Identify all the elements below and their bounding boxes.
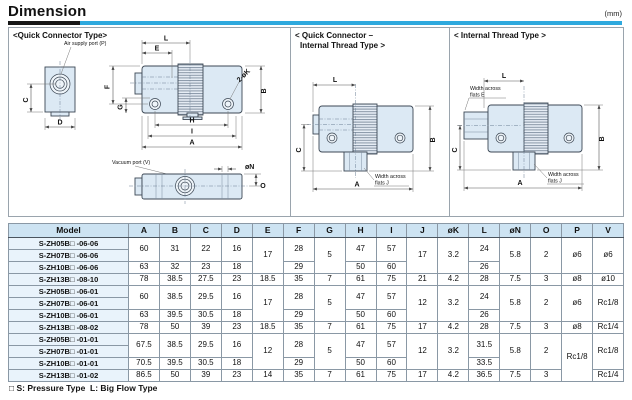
dim-cell: 38.5 [159, 334, 190, 358]
dim-cell: 60 [376, 310, 407, 322]
dim-cell: 26 [469, 262, 500, 274]
dim-cell: 12 [252, 334, 283, 370]
front-view [296, 77, 437, 192]
column-header-p: P [562, 224, 593, 238]
width-across-flats-e-label2: flats E [470, 92, 485, 99]
dim-cell: 3.2 [438, 286, 469, 322]
dim-label-d: D [57, 119, 63, 127]
dim-cell: 21 [407, 274, 438, 286]
model-cell: S-ZH07B□ -01-01 [9, 346, 129, 358]
dim-label-b: B [261, 88, 268, 94]
width-across-flats-e-label: Width across [470, 86, 501, 92]
table-row [9, 286, 624, 298]
dim-cell: 38.5 [159, 274, 190, 286]
table-row [9, 370, 624, 382]
dim-cell: 30.5 [190, 310, 221, 322]
dim-cell: 50 [159, 322, 190, 334]
dim-cell: 28 [469, 322, 500, 334]
dim-cell: 7.5 [500, 274, 531, 286]
width-across-flats-j-label: Width across [375, 174, 406, 180]
dim-cell: Rc1/4 [593, 370, 624, 382]
drawing-panels [8, 27, 624, 217]
dim-cell: 5.8 [500, 286, 531, 322]
dim-cell: 47 [345, 238, 376, 262]
dim-cell: 33.5 [469, 358, 500, 370]
dim-label-a: A [189, 139, 195, 147]
dim-label-e: E [154, 45, 160, 53]
dim-cell: 78 [129, 322, 160, 334]
dim-cell: 22 [190, 238, 221, 262]
dim-cell: 47 [345, 286, 376, 310]
dim-cell: 16 [221, 238, 252, 262]
dim-cell: 50 [159, 370, 190, 382]
title-rule-accent [8, 21, 80, 25]
front-view [452, 73, 606, 191]
dim-cell: 5 [314, 238, 345, 274]
dim-label-g: G [117, 104, 125, 110]
dim-cell: 28 [283, 238, 314, 262]
dim-cell: 18.5 [252, 274, 283, 286]
panel-title-line2: Internal Thread Type > [300, 40, 385, 50]
panel-title [291, 28, 449, 50]
dim-cell: 35 [283, 370, 314, 382]
dim-label-h: H [189, 117, 195, 125]
dim-cell: 50 [345, 262, 376, 274]
dim-cell: 29 [283, 262, 314, 274]
column-header-h: H [345, 224, 376, 238]
dim-cell: 5.8 [500, 334, 531, 370]
model-cell: S-ZH07B□ -06-01 [9, 298, 129, 310]
dim-label-o: O [260, 183, 266, 190]
dim-cell: 60 [129, 238, 160, 262]
dim-cell: 29.5 [190, 286, 221, 310]
dim-cell: 23 [221, 274, 252, 286]
column-header-b: B [159, 224, 190, 238]
panel-internal-thread [450, 27, 624, 217]
dim-cell: 31 [159, 238, 190, 262]
dim-cell: Rc1/8 [593, 334, 624, 370]
dim-cell: 29 [283, 310, 314, 322]
footnote: □ S: Pressure Type L: Big Flow Type [9, 383, 158, 393]
dim-cell: 17 [252, 286, 283, 322]
column-header-model: Model [9, 224, 129, 238]
column-header-g: G [314, 224, 345, 238]
dim-cell: ø8 [562, 274, 593, 286]
dim-cell: 3 [531, 322, 562, 334]
model-cell: S-ZH05B□ -01-01 [9, 334, 129, 346]
dim-cell: ø6 [562, 238, 593, 274]
dim-cell: 60 [376, 358, 407, 370]
model-cell: S-ZH13B□ -08-02 [9, 322, 129, 334]
dim-cell: 3.2 [438, 238, 469, 274]
dim-cell: 39 [190, 322, 221, 334]
dim-cell: 5 [314, 286, 345, 322]
dim-cell: 24 [469, 286, 500, 310]
dim-cell: 63 [129, 262, 160, 274]
dim-cell: 60 [129, 286, 160, 310]
width-across-flats-j-label2: flats J [375, 180, 389, 187]
dim-cell: 17 [407, 370, 438, 382]
internal-thread-drawing [450, 28, 622, 216]
dim-cell: 16 [221, 286, 252, 310]
dim-cell: 2 [531, 334, 562, 370]
model-cell: S-ZH13B□ -01-02 [9, 370, 129, 382]
dim-cell: 29 [283, 358, 314, 370]
dim-cell: 28 [283, 334, 314, 358]
dim-cell: 5 [314, 334, 345, 370]
dim-label-l: L [163, 35, 169, 43]
dim-cell: 18 [221, 262, 252, 274]
dim-cell: 18.5 [252, 322, 283, 334]
column-header-l: L [469, 224, 500, 238]
model-cell: S-ZH10B□ -01-01 [9, 358, 129, 370]
title-rule [8, 21, 622, 25]
dim-cell: 75 [376, 322, 407, 334]
dim-cell: 7.5 [500, 322, 531, 334]
column-header-f: F [283, 224, 314, 238]
dim-cell: 2 [531, 238, 562, 274]
panel-quick-connector-internal-thread [291, 27, 450, 217]
column-header-øn: øN [500, 224, 531, 238]
dim-cell: 7 [314, 370, 345, 382]
dim-cell: 14 [252, 370, 283, 382]
dimension-table [8, 223, 624, 382]
model-cell: S-ZH07B□ -06-06 [9, 250, 129, 262]
dim-cell: 35 [283, 274, 314, 286]
dim-cell: 23 [221, 370, 252, 382]
dim-cell: 28 [469, 274, 500, 286]
dim-cell: 35 [283, 322, 314, 334]
dim-cell: 75 [376, 370, 407, 382]
dim-cell: 31.5 [469, 334, 500, 358]
width-across-flats-j-label: Width across [548, 172, 579, 178]
header-row [9, 224, 624, 238]
panel-quick-connector [8, 27, 291, 217]
dim-cell: 38.5 [159, 286, 190, 310]
dim-cell: 7 [314, 322, 345, 334]
dim-cell: ø6 [562, 286, 593, 322]
panel-title-line1: < Quick Connector – [295, 31, 374, 40]
dim-cell: 78 [129, 274, 160, 286]
dim-cell: 4.2 [438, 274, 469, 286]
dim-cell: 60 [376, 262, 407, 274]
column-header-c: C [190, 224, 221, 238]
dim-cell: 17 [252, 238, 283, 274]
dim-cell: 39.5 [159, 310, 190, 322]
dim-cell: 75 [376, 274, 407, 286]
quick-connector-internal-thread-drawing [291, 28, 448, 216]
end-view [23, 41, 107, 130]
dim-cell: 39 [190, 370, 221, 382]
dim-label-b: B [430, 137, 437, 143]
dim-cell: 67.5 [129, 334, 160, 358]
dim-label-a: A [517, 180, 523, 187]
bottom-view [112, 160, 266, 204]
dim-cell: 50 [345, 310, 376, 322]
dim-cell: 4.2 [438, 322, 469, 334]
dim-cell: 26 [469, 310, 500, 322]
column-header-a: A [129, 224, 160, 238]
dim-cell: 18 [221, 358, 252, 370]
dim-label-a: A [354, 181, 360, 189]
model-cell: S-ZH05B□ -06-01 [9, 286, 129, 298]
column-header-o: O [531, 224, 562, 238]
dim-cell: 4.2 [438, 370, 469, 382]
dim-cell: 12 [407, 286, 438, 322]
dim-cell: 61 [345, 274, 376, 286]
dim-cell: 61 [345, 370, 376, 382]
dim-cell: 30.5 [190, 358, 221, 370]
table-row [9, 322, 624, 334]
dim-cell: 7.5 [500, 370, 531, 382]
model-cell: S-ZH10B□ -06-01 [9, 310, 129, 322]
air-supply-port-label: Air supply port (P) [64, 41, 107, 47]
dim-cell: 3 [531, 274, 562, 286]
dim-cell: 16 [221, 334, 252, 358]
dim-cell: ø6 [593, 238, 624, 274]
table-row [9, 334, 624, 346]
dim-cell: 61 [345, 322, 376, 334]
dim-cell: 7 [314, 274, 345, 286]
dim-cell: 28 [283, 286, 314, 310]
dim-label-f: F [104, 84, 112, 90]
dim-cell: 47 [345, 334, 376, 358]
table-body [9, 238, 624, 382]
column-header-e: E [252, 224, 283, 238]
dim-cell: 36.5 [469, 370, 500, 382]
column-header-d: D [221, 224, 252, 238]
dim-cell: Rc1/8 [562, 334, 593, 382]
dim-label-b: B [599, 136, 606, 142]
dim-label-c: C [452, 147, 459, 153]
dim-cell: 2 [531, 286, 562, 322]
column-header-i: I [376, 224, 407, 238]
dim-label-l: L [332, 77, 338, 84]
dim-label-c: C [23, 97, 30, 103]
width-across-flats-j-label2: flats J [548, 178, 562, 185]
column-header-øk: øK [438, 224, 469, 238]
dim-label-l: L [501, 73, 507, 80]
dim-cell: 57 [376, 286, 407, 310]
table-row [9, 238, 624, 250]
dim-cell: 5.8 [500, 238, 531, 274]
dim-cell: 23 [190, 262, 221, 274]
dim-label-c: C [296, 147, 303, 153]
column-header-j: J [407, 224, 438, 238]
dim-cell: 17 [407, 322, 438, 334]
dim-cell: 3 [531, 370, 562, 382]
dim-cell: 50 [345, 358, 376, 370]
dim-cell: 57 [376, 334, 407, 358]
dim-label-i: I [191, 128, 193, 136]
dim-cell: 63 [129, 310, 160, 322]
dim-label-on: øN [245, 164, 255, 171]
panel-title: <Quick Connector Type> [13, 31, 108, 40]
dim-cell: 86.5 [129, 370, 160, 382]
dim-cell: 24 [469, 238, 500, 262]
model-cell: S-ZH10B□ -06-06 [9, 262, 129, 274]
dim-cell: 29.5 [190, 334, 221, 358]
dim-cell: 57 [376, 238, 407, 262]
dim-cell: 12 [407, 334, 438, 370]
page-title: Dimension [8, 3, 87, 20]
vacuum-port-label: Vacuum port (V) [112, 160, 151, 166]
dim-cell: 39.5 [159, 358, 190, 370]
dim-cell: 23 [221, 322, 252, 334]
model-cell: S-ZH05B□ -06-06 [9, 238, 129, 250]
model-cell: S-ZH13B□ -08-10 [9, 274, 129, 286]
dim-cell: ø8 [562, 322, 593, 334]
top-view [105, 36, 269, 151]
dim-cell: 17 [407, 238, 438, 274]
quick-connector-drawing [9, 28, 290, 216]
panel-title: < Internal Thread Type > [454, 31, 546, 40]
unit-label: (mm) [604, 9, 622, 18]
dim-cell: 32 [159, 262, 190, 274]
dim-cell: 70.5 [129, 358, 160, 370]
dim-cell: 27.5 [190, 274, 221, 286]
dim-label-2ok: 2-øK [235, 67, 252, 84]
table-row [9, 274, 624, 286]
dim-cell: 3.2 [438, 334, 469, 370]
dim-cell: 18 [221, 310, 252, 322]
dim-cell: Rc1/8 [593, 286, 624, 322]
dim-cell: Rc1/4 [593, 322, 624, 334]
dim-cell: ø10 [593, 274, 624, 286]
column-header-v: V [593, 224, 624, 238]
